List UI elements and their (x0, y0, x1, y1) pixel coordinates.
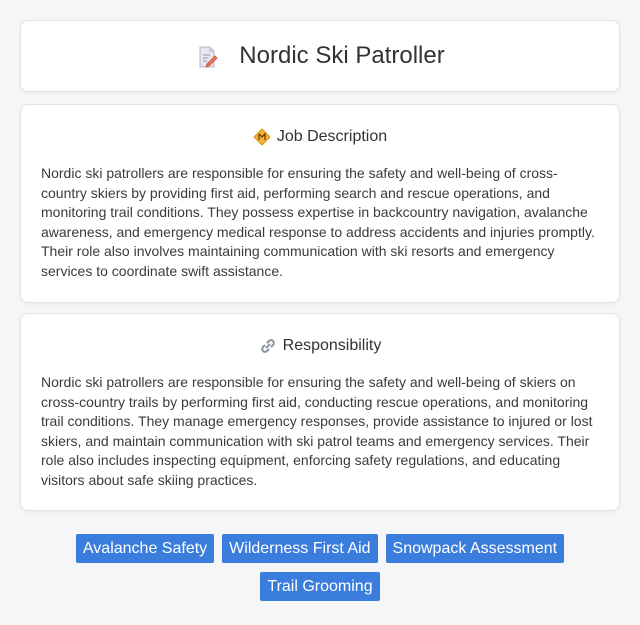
document-pencil-icon (195, 45, 219, 69)
responsibility-card (20, 313, 620, 511)
job-description-card (20, 104, 620, 303)
job-description-body: Nordic ski patrollers are responsible for ensuring the safety and well-being of cross-country skiers by providing first aid, performing search and rescue operations, and monitoring trail conditions. They possess expertise in backcountry navigation, avalanche awareness, and emergency medical response to address accidents and injuries promptly. Their role also involves maintaining communication with ski resorts and emergency services to coordinate swift assistance. (41, 165, 595, 279)
page-title-text: Nordic Ski Patroller (239, 42, 445, 69)
responsibility-body: Nordic ski patrollers are responsible for ensuring the safety and well-being of skiers on cross-country trails by performing first aid, conducting rescue operations, and monitoring trail conditions. They manage emergency responses, provide assistance to injured or lost skiers, and maintain communication with ski patrol teams and emergency services. Their role also includes inspecting equipment, enforcing safety regulations, and educating visitors about safe skiing practices. (41, 374, 593, 488)
page-title (195, 42, 444, 70)
diamond-badge-icon (253, 128, 271, 146)
skills-tag-list (40, 534, 600, 601)
job-description-heading-text: Job Description (276, 128, 388, 145)
job-description-heading (41, 127, 599, 147)
skill-tag[interactable]: Avalanche Safety (76, 534, 214, 563)
responsibility-heading (41, 336, 599, 356)
skill-tag[interactable]: Snowpack Assessment (386, 534, 565, 563)
skill-tag[interactable]: Trail Grooming (260, 572, 379, 601)
link-icon (259, 337, 277, 355)
skill-tag[interactable]: Wilderness First Aid (222, 534, 377, 563)
responsibility-heading-text: Responsibility (282, 337, 382, 354)
title-card (20, 20, 620, 92)
